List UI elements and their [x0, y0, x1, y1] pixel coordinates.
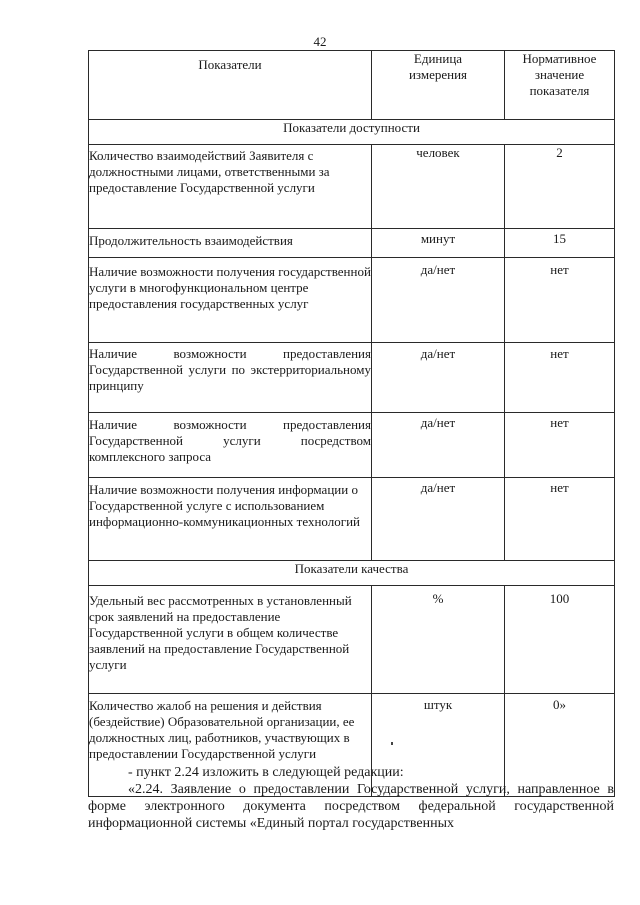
indicators-table [88, 50, 615, 797]
indicator-name: Количество взаимодействий Заявителя с должностными лицами, ответственными за предоставление Государственной услуги [89, 145, 372, 229]
indicator-value: 2 [505, 145, 615, 229]
section-row-availability [89, 120, 615, 145]
indicator-unit: штук [372, 694, 505, 797]
indicator-name: Количество жалоб на решения и действия (бездействие) Образовательной организации, ее должностных лиц, работников, участвующих в предоставлении Государственной услуги [89, 694, 372, 797]
amendment-paragraph: «2.24. Заявление о предоставлении Государственной услуги, направленное в форме электронного документа посредством федеральной государственной информационной системы «Единый портал государственных [88, 782, 614, 831]
indicator-unit: да/нет [372, 258, 505, 343]
header-unit-line1: Единица [413, 51, 463, 66]
indicator-unit: да/нет [372, 478, 505, 561]
table-row [89, 229, 615, 258]
table-row [89, 478, 615, 561]
table-row [89, 343, 615, 413]
header-unit-line2: измерения [408, 67, 468, 82]
scan-speck [391, 742, 393, 745]
indicator-name: Наличие возможности получения информации о Государственной услуге с использованием информационно-коммуникационных технологий [89, 478, 372, 561]
section-title-availability: Показатели доступности [89, 120, 615, 145]
indicator-unit: минут [372, 229, 505, 258]
indicator-value: 15 [505, 229, 615, 258]
table-row [89, 413, 615, 478]
header-norm-line2: значение [534, 67, 585, 82]
indicator-name: Наличие возможности получения государственной услуги в многофункциональном центре предоставления государственных услуг [89, 258, 372, 343]
indicator-unit: да/нет [372, 413, 505, 478]
indicator-value: 100 [505, 586, 615, 694]
indicator-unit: человек [372, 145, 505, 229]
indicator-name: Удельный вес рассмотренных в установленный срок заявлений на предоставление Государственной услуги в общем количестве заявлений на предоставление Государственной услуги [89, 586, 372, 694]
indicator-value: нет [505, 258, 615, 343]
table-row [89, 145, 615, 229]
indicator-value: нет [505, 413, 615, 478]
header-norm-line3: показателя [529, 83, 590, 98]
indicator-unit: % [372, 586, 505, 694]
indicator-name: Продолжительность взаимодействия [89, 229, 372, 258]
table-header-row [89, 51, 615, 120]
header-unit [372, 51, 505, 120]
header-indicators: Показатели [89, 51, 372, 120]
indicator-name: Наличие возможности предоставления Государственной услуги посредством комплексного запроса [89, 413, 372, 478]
amendment-intro: - пункт 2.24 изложить в следующей редакции: [128, 765, 404, 780]
page-number: 42 [313, 34, 327, 49]
header-norm-line1: Нормативное [522, 51, 597, 66]
table-row [89, 258, 615, 343]
indicator-value: нет [505, 478, 615, 561]
indicator-name: Наличие возможности предоставления Государственной услуги по экстерриториальному принципу [89, 343, 372, 413]
section-row-quality [89, 561, 615, 586]
indicator-value: нет [505, 343, 615, 413]
indicator-value: 0» [505, 694, 615, 797]
header-norm [505, 51, 615, 120]
section-title-quality: Показатели качества [89, 561, 615, 586]
table-row [89, 586, 615, 694]
indicator-unit: да/нет [372, 343, 505, 413]
